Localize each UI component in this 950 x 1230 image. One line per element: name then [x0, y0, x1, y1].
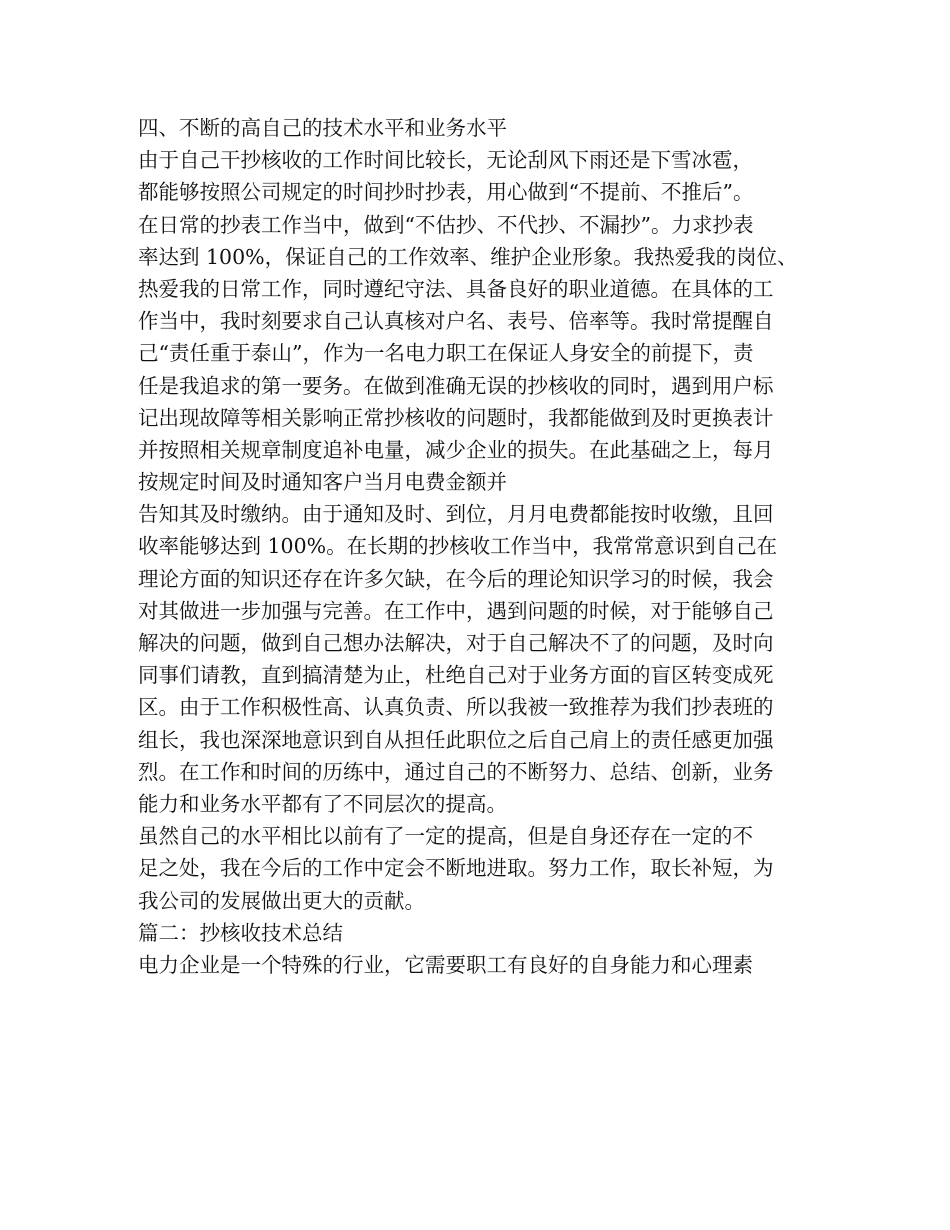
text-line: 组长，我也深深地意识到自从担任此职位之后自己肩上的责任感更加强 [138, 727, 774, 752]
chapter-heading: 篇二：抄核收技术总结 [138, 920, 343, 945]
text-line: 作当中，我时刻要求自己认真核对户名、表号、倍率等。我时常提醒自 [138, 309, 774, 334]
text-line: 同事们请教，直到搞清楚为止，杜绝自己对于业务方面的盲区转变成死 [138, 663, 774, 688]
text-line: 率达到 100%，保证自己的工作效率、维护企业形象。我热爱我的岗位、 [138, 244, 798, 269]
text-line: 记出现故障等相关影响正常抄核收的问题时，我都能做到及时更换表计 [138, 405, 774, 430]
text-line: 任是我追求的第一要务。在做到准确无误的抄核收的同时，遇到用户标 [138, 373, 774, 398]
text-line: 能力和业务水平都有了不同层次的提高。 [138, 791, 507, 816]
text-line: 足之处，我在今后的工作中定会不断地进取。努力工作，取长补短，为 [138, 856, 774, 881]
text-line: 对其做进一步加强与完善。在工作中，遇到问题的时候，对于能够自己 [138, 598, 774, 623]
text-line: 收率能够达到 100%。在长期的抄核收工作当中，我常常意识到自己在 [138, 534, 778, 559]
text-line: 告知其及时缴纳。由于通知及时、到位，月月电费都能按时收缴，且回 [138, 502, 774, 527]
document-body [138, 112, 818, 981]
text-line: 理论方面的知识还存在许多欠缺，在今后的理论知识学习的时候，我会 [138, 566, 774, 591]
text-line: 虽然自己的水平相比以前有了一定的提高，但是自身还存在一定的不 [138, 824, 753, 849]
text-line: 按规定时间及时通知客户当月电费金额并 [138, 470, 507, 495]
text-line: 区。由于工作积极性高、认真负责、所以我被一致推荐为我们抄表班的 [138, 695, 774, 720]
text-line: 都能够按照公司规定的时间抄时抄表，用心做到“不提前、不推后”。 [138, 180, 754, 205]
text-line: 解决的问题，做到自己想办法解决，对于自己解决不了的问题，及时向 [138, 631, 774, 655]
text-line: 并按照相关规章制度追补电量，减少企业的损失。在此基础之上，每月 [138, 437, 774, 462]
text-line: 由于自己干抄核收的工作时间比较长，无论刮风下雨还是下雪冰雹， [138, 148, 753, 173]
text-line: 电力企业是一个特殊的行业，它需要职工有良好的自身能力和心理素 [138, 952, 753, 977]
section-heading: 四、不断的高自己的技术水平和业务水平 [138, 116, 507, 140]
text-line: 己“责任重于泰山”，作为一名电力职工在保证人身安全的前提下，责 [138, 341, 754, 366]
text-line: 热爱我的日常工作，同时遵纪守法、具备良好的职业道德。在具体的工 [138, 276, 774, 301]
text-line: 我公司的发展做出更大的贡献。 [138, 888, 425, 913]
text-line: 在日常的抄表工作当中，做到“不估抄、不代抄、不漏抄”。力求抄表 [138, 212, 754, 237]
text-line: 烈。在工作和时间的历练中，通过自己的不断努力、总结、创新，业务 [138, 759, 774, 784]
